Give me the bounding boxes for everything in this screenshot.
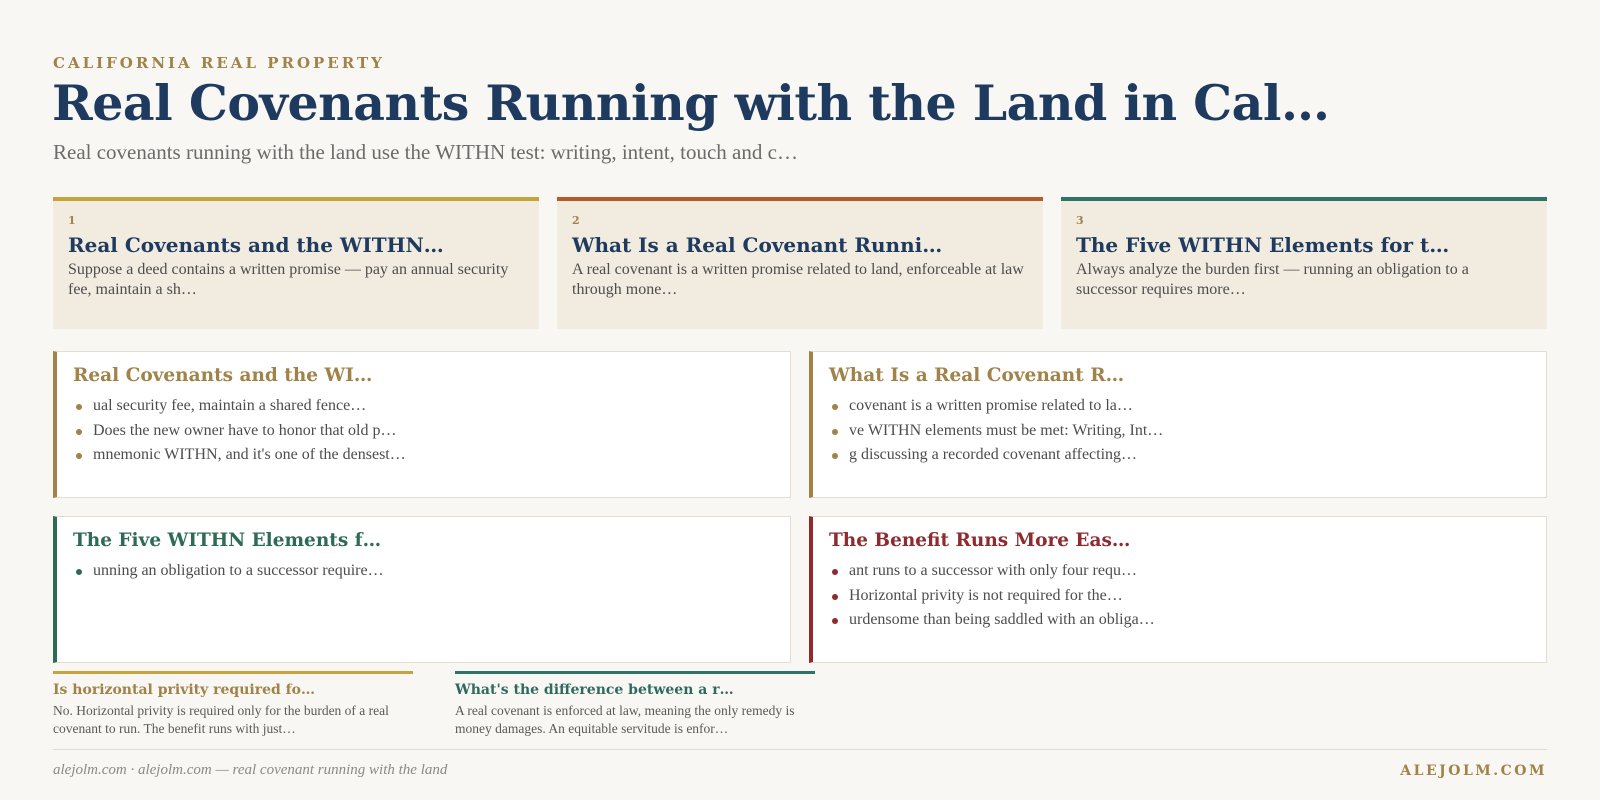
card-title: What Is a Real Covenant Runni… <box>572 233 943 257</box>
bullet-text: mnemonic WITHN, and it's one of the densest… <box>93 446 406 463</box>
panel-title: Real Covenants and the WI… <box>73 365 373 386</box>
bullet-item <box>73 443 775 468</box>
section-panel-2 <box>809 351 1547 498</box>
card-number: 2 <box>572 214 580 227</box>
bullet-item <box>73 394 775 419</box>
card-body: Always analyze the burden first — running an obligation to a successor requires more… <box>1076 261 1469 298</box>
section-panel-3 <box>53 516 791 663</box>
faq-row <box>53 671 815 737</box>
eyebrow-label: CALIFORNIA REAL PROPERTY <box>53 54 385 72</box>
faq-question: Is horizontal privity required fo… <box>53 682 316 698</box>
bullet-item <box>73 559 775 584</box>
page-subtitle: Real covenants running with the land use the WITHN test: writing, intent, touch and c… <box>53 140 798 164</box>
bullet-list <box>73 559 775 584</box>
bullet-list <box>73 394 775 468</box>
footer-divider <box>53 749 1547 750</box>
bullet-text: Does the new owner have to honor that old p… <box>93 421 397 439</box>
section-panel-4 <box>809 516 1547 663</box>
card-body: Suppose a deed contains a written promise — pay an annual security fee, maintain a sh… <box>68 261 509 298</box>
bullet-text: covenant is a written promise related to la… <box>849 397 1133 414</box>
summary-card-3[interactable] <box>1061 197 1547 329</box>
summary-cards <box>53 197 1547 329</box>
bullet-item <box>829 419 1531 444</box>
faq-item-2[interactable] <box>455 671 815 737</box>
page-title: Real Covenants Running with the Land in Cal… <box>52 74 1330 132</box>
faq-answer: A real covenant is enforced at law, meaning the only remedy is money damages. An equitable servitude is enfor… <box>455 703 795 736</box>
panel-title: What Is a Real Covenant R… <box>829 365 1125 386</box>
bullet-dot-icon <box>832 594 838 600</box>
bullet-text: Horizontal privity is not required for the… <box>849 586 1123 604</box>
bullet-text: ant runs to a successor with only four requ… <box>849 562 1137 579</box>
bullet-dot-icon <box>76 569 82 575</box>
card-title: Real Covenants and the WITHN… <box>68 233 444 257</box>
faq-question: What's the difference between a r… <box>455 682 734 698</box>
card-title: The Five WITHN Elements for t… <box>1076 233 1450 257</box>
bullet-text: g discussing a recorded covenant affecting… <box>849 446 1138 463</box>
bullet-dot-icon <box>832 618 838 624</box>
summary-card-1[interactable] <box>53 197 539 329</box>
card-body: A real covenant is a written promise related to land, enforceable at law through mone… <box>572 261 1024 298</box>
card-number: 1 <box>68 214 76 227</box>
section-panels <box>53 351 1547 663</box>
bullet-text: urdensome than being saddled with an obliga… <box>849 611 1155 628</box>
footer-caption: alejolm.com · alejolm.com — real covenant running with the land <box>53 762 448 778</box>
bullet-item <box>829 443 1531 468</box>
section-panel-1 <box>53 351 791 498</box>
footer-brand-link[interactable]: ALEJOLM.COM <box>1400 763 1547 779</box>
card-number: 3 <box>1076 214 1084 227</box>
bullet-dot-icon <box>76 429 82 435</box>
bullet-dot-icon <box>832 429 838 435</box>
bullet-item <box>829 394 1531 419</box>
bullet-dot-icon <box>76 404 82 410</box>
bullet-text: ual security fee, maintain a shared fence… <box>93 397 367 414</box>
bullet-list <box>829 559 1531 633</box>
bullet-text: unning an obligation to a successor require… <box>93 562 384 579</box>
bullet-dot-icon <box>76 453 82 459</box>
faq-answer: No. Horizontal privity is required only for the burden of a real covenant to run. The benefit runs with just… <box>53 703 389 736</box>
bullet-dot-icon <box>832 569 838 575</box>
panel-title: The Benefit Runs More Eas… <box>829 530 1131 551</box>
panel-title: The Five WITHN Elements f… <box>73 530 382 551</box>
bullet-dot-icon <box>832 453 838 459</box>
bullet-item <box>73 419 775 444</box>
summary-card-2[interactable] <box>557 197 1043 329</box>
bullet-item <box>829 608 1531 633</box>
bullet-list <box>829 394 1531 468</box>
faq-item-1[interactable] <box>53 671 413 737</box>
bullet-dot-icon <box>832 404 838 410</box>
bullet-text: ve WITHN elements must be met: Writing, Int… <box>849 421 1164 439</box>
bullet-item <box>829 559 1531 584</box>
bullet-item <box>829 584 1531 609</box>
